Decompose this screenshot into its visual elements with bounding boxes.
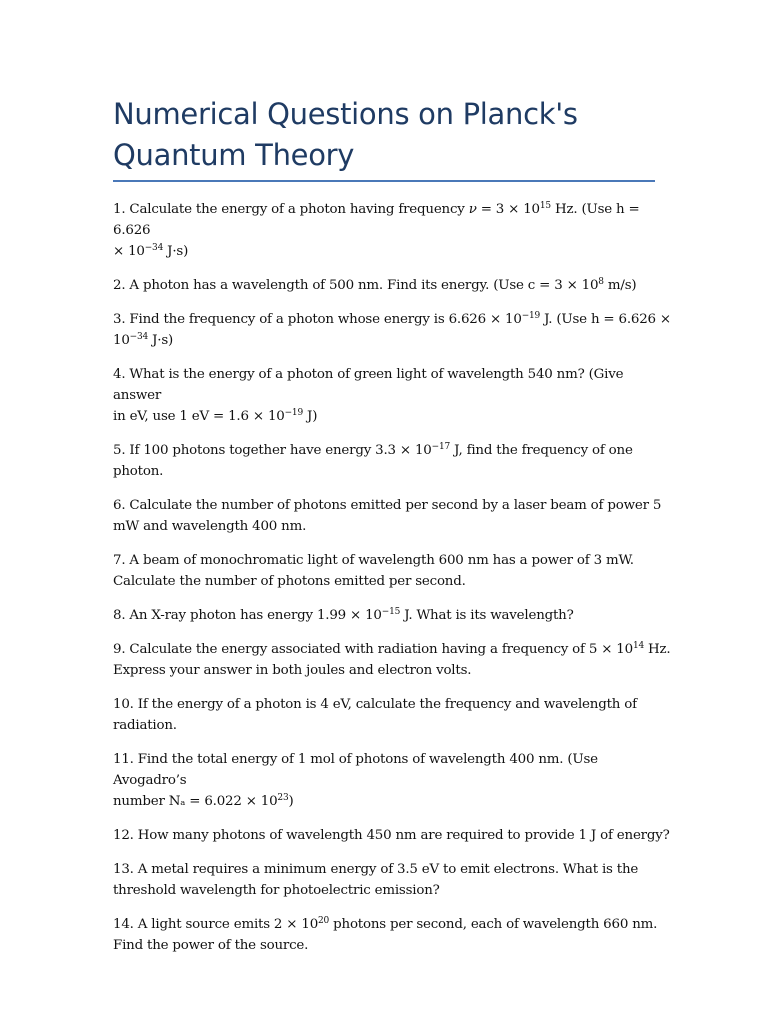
question-3: 3. Find the frequency of a photon whose energy is $6.626 \times 10^{-19}$ J. (Use h = 6.626 × $10^{-34}$ J·s) [113, 311, 671, 348]
question-8: 8. An X-ray photon has energy $1.99 \times 10^{-15}$ J. What is its wavelength? [113, 607, 574, 623]
question-list [113, 199, 673, 969]
question-9: 9. Calculate the energy associated with radiation having a frequency of $5 \times 10^{14}$ Hz. Express your answer in both joules and electron volts. [113, 641, 671, 678]
question-7: 7. A beam of monochromatic light of wavelength 600 nm has a power of 3 mW. Calculate the number of photons emitted per second. [113, 553, 634, 589]
question-5: 5. If 100 photons together have energy $3.3 \times 10^{-17}$ J, find the frequency of one photon. [113, 442, 633, 479]
question-6: 6. Calculate the number of photons emitted per second by a laser beam of power 5 mW and wavelength 400 nm. [113, 498, 662, 534]
title-line-1: Numerical Questions on Planck's [113, 97, 578, 131]
question-11: 11. Find the total energy of 1 mol of photons of wavelength 400 nm. (Use Avogadro’s number $N_a = 6.022 \times 10^{23}$) [113, 752, 598, 809]
question-14: 14. A light source emits $2 \times 10^{20}$ photons per second, each of wavelength 660 nm. Find the power of the source. [113, 916, 658, 953]
question-1: 1. Calculate the energy of a photon having frequency $\nu = 3 \times 10^{15}$ Hz. (Use h = 6.626 × $10^{-34}$ J·s) [113, 201, 640, 259]
question-13: 13. A metal requires a minimum energy of 3.5 eV to emit electrons. What is the threshold wavelength for photoelectric emission? [113, 862, 639, 898]
question-2: 2. A photon has a wavelength of 500 nm. Find its energy. (Use $c = 3 \times 10^8$ m/s) [113, 277, 637, 293]
page-title [113, 94, 673, 176]
question-4: 4. What is the energy of a photon of green light of wavelength 540 nm? (Give answer in eV, use 1 eV = $1.6 \times 10^{-19}$ J) [113, 367, 624, 424]
question-12: 12. How many photons of wavelength 450 nm are required to provide 1 J of energy? [113, 828, 670, 843]
title-underline [113, 180, 655, 182]
title-line-2: Quantum Theory [113, 138, 355, 172]
question-10: 10. If the energy of a photon is 4 eV, calculate the frequency and wavelength of radiation. [113, 697, 637, 733]
